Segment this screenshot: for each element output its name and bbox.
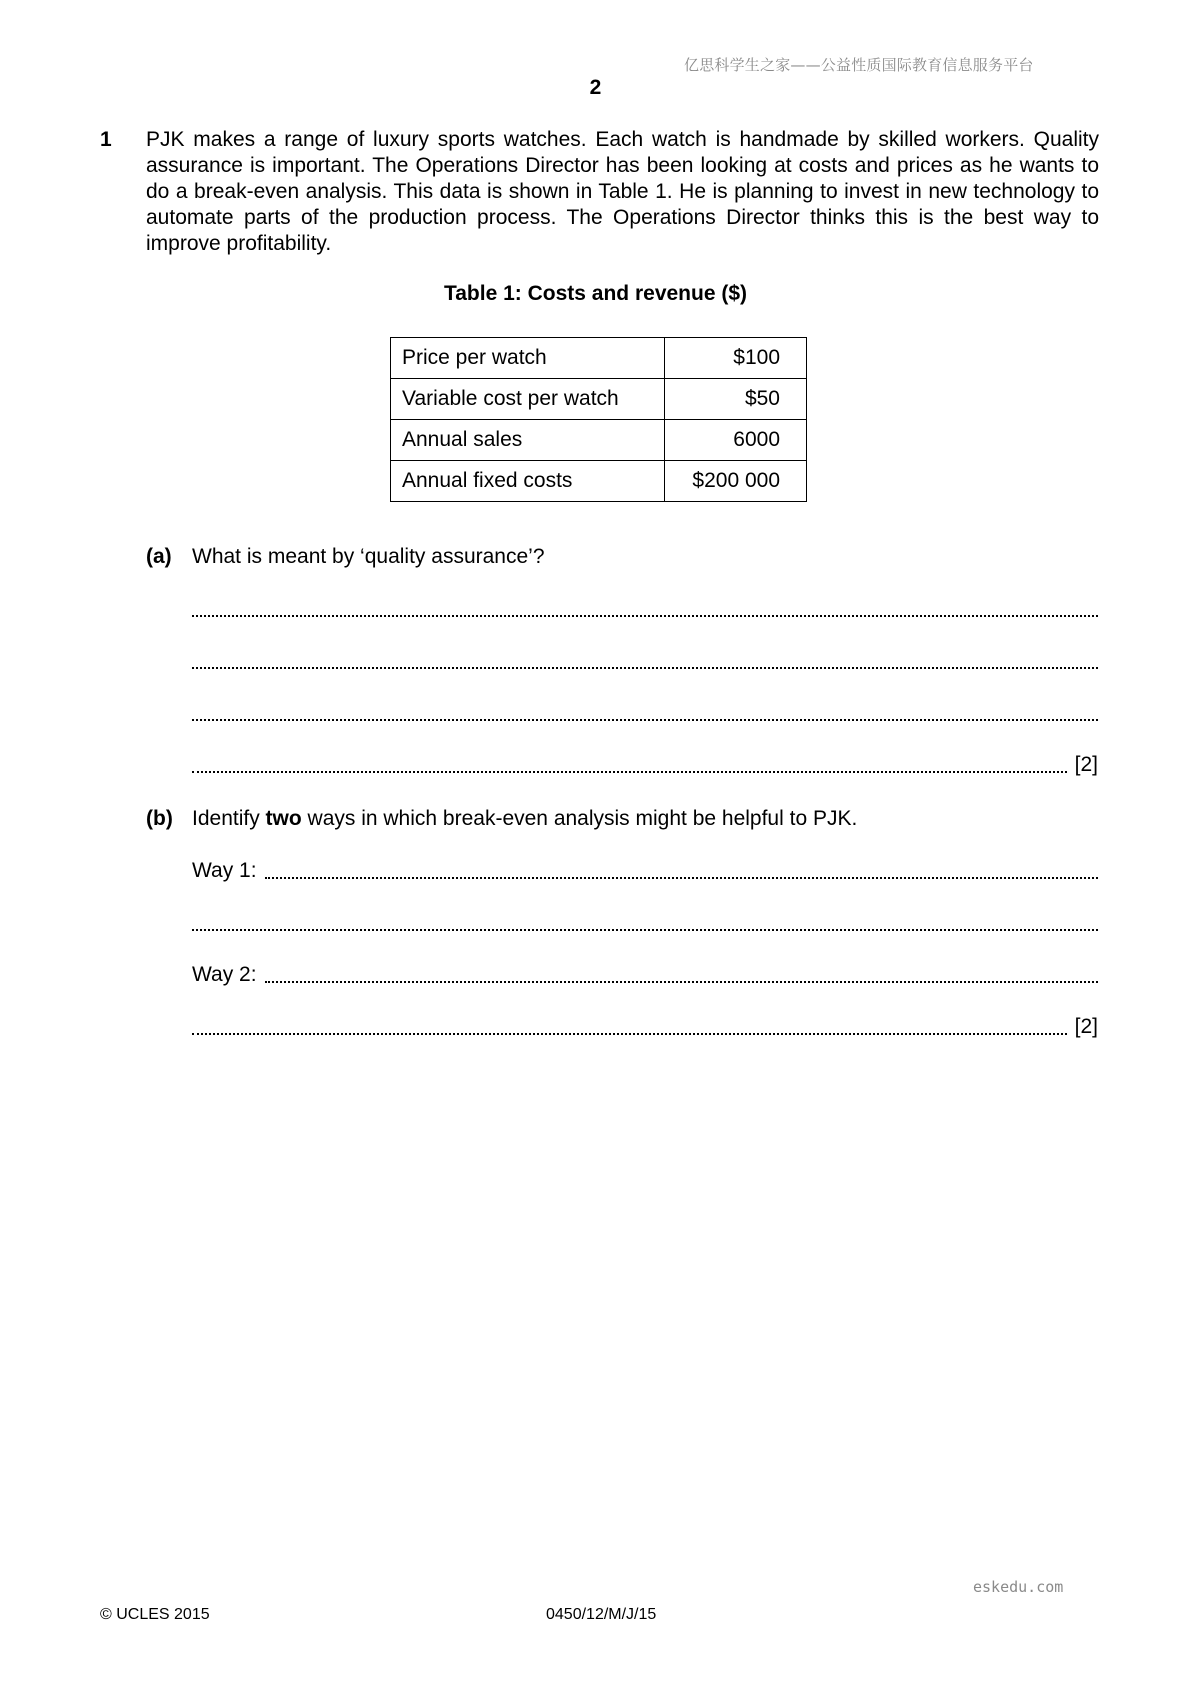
table-cell-label: Price per watch bbox=[391, 338, 665, 379]
dotted-line bbox=[192, 665, 1098, 669]
dotted-line bbox=[192, 769, 1067, 773]
dotted-line bbox=[192, 927, 1098, 931]
answer-line-a2[interactable] bbox=[192, 649, 1098, 673]
table-cell-value: $100 bbox=[665, 338, 807, 379]
marks-a: [2] bbox=[1074, 753, 1098, 776]
dotted-line bbox=[192, 613, 1098, 617]
answer-line-a1[interactable] bbox=[192, 597, 1098, 621]
dotted-line bbox=[265, 979, 1098, 983]
part-b-question bbox=[192, 807, 857, 831]
costs-table bbox=[390, 337, 807, 502]
table-cell-label: Variable cost per watch bbox=[391, 379, 665, 420]
way2-label: Way 2: bbox=[192, 963, 257, 986]
answer-line-a4[interactable] bbox=[192, 753, 1098, 777]
answer-line-way2[interactable] bbox=[192, 963, 1098, 987]
footer-watermark: eskedu.com bbox=[973, 1578, 1064, 1596]
copyright-text: © UCLES 2015 bbox=[100, 1606, 210, 1623]
part-a-label: (a) bbox=[146, 545, 172, 568]
answer-line-a3[interactable] bbox=[192, 701, 1098, 725]
question-intro: PJK makes a range of luxury sports watches. Each watch is handmade by skilled workers. Quality assurance is important. The Operations Director has been looking at costs and prices as he wants to do a break-even analysis. This data is shown in Table 1. He is planning to invest in new technology to automate parts of the production process. The Operations Director thinks this is the best way to improve profitability. bbox=[146, 128, 1099, 255]
part-b-label: (b) bbox=[146, 807, 173, 830]
table-row bbox=[391, 379, 807, 420]
dotted-line bbox=[192, 717, 1098, 721]
question-number: 1 bbox=[100, 128, 112, 151]
part-b-text-before: Identify bbox=[192, 807, 266, 830]
part-a-question: What is meant by ‘quality assurance’? bbox=[192, 545, 545, 568]
part-b-text-after: ways in which break-even analysis might be helpful to PJK. bbox=[301, 807, 858, 830]
table-row bbox=[391, 461, 807, 502]
answer-line-way1[interactable] bbox=[192, 859, 1098, 883]
marks-b: [2] bbox=[1074, 1015, 1098, 1038]
table-caption: Table 1: Costs and revenue ($) bbox=[443, 282, 748, 305]
table-row bbox=[391, 420, 807, 461]
part-b-text-bold: two bbox=[265, 807, 302, 830]
table-row bbox=[391, 338, 807, 379]
header-watermark: 亿思科学生之家——公益性质国际教育信息服务平台 bbox=[684, 56, 1034, 74]
way1-label: Way 1: bbox=[192, 859, 257, 882]
dotted-line bbox=[265, 875, 1098, 879]
answer-line-way1-cont[interactable] bbox=[192, 911, 1098, 935]
answer-line-way2-cont[interactable] bbox=[192, 1015, 1098, 1039]
page-number: 2 bbox=[589, 76, 602, 99]
table-cell-value: 6000 bbox=[665, 420, 807, 461]
dotted-line bbox=[192, 1031, 1067, 1035]
table-cell-label: Annual sales bbox=[391, 420, 665, 461]
table-cell-value: $200 000 bbox=[665, 461, 807, 502]
paper-code: 0450/12/M/J/15 bbox=[546, 1606, 657, 1623]
table-cell-value: $50 bbox=[665, 379, 807, 420]
table-cell-label: Annual fixed costs bbox=[391, 461, 665, 502]
